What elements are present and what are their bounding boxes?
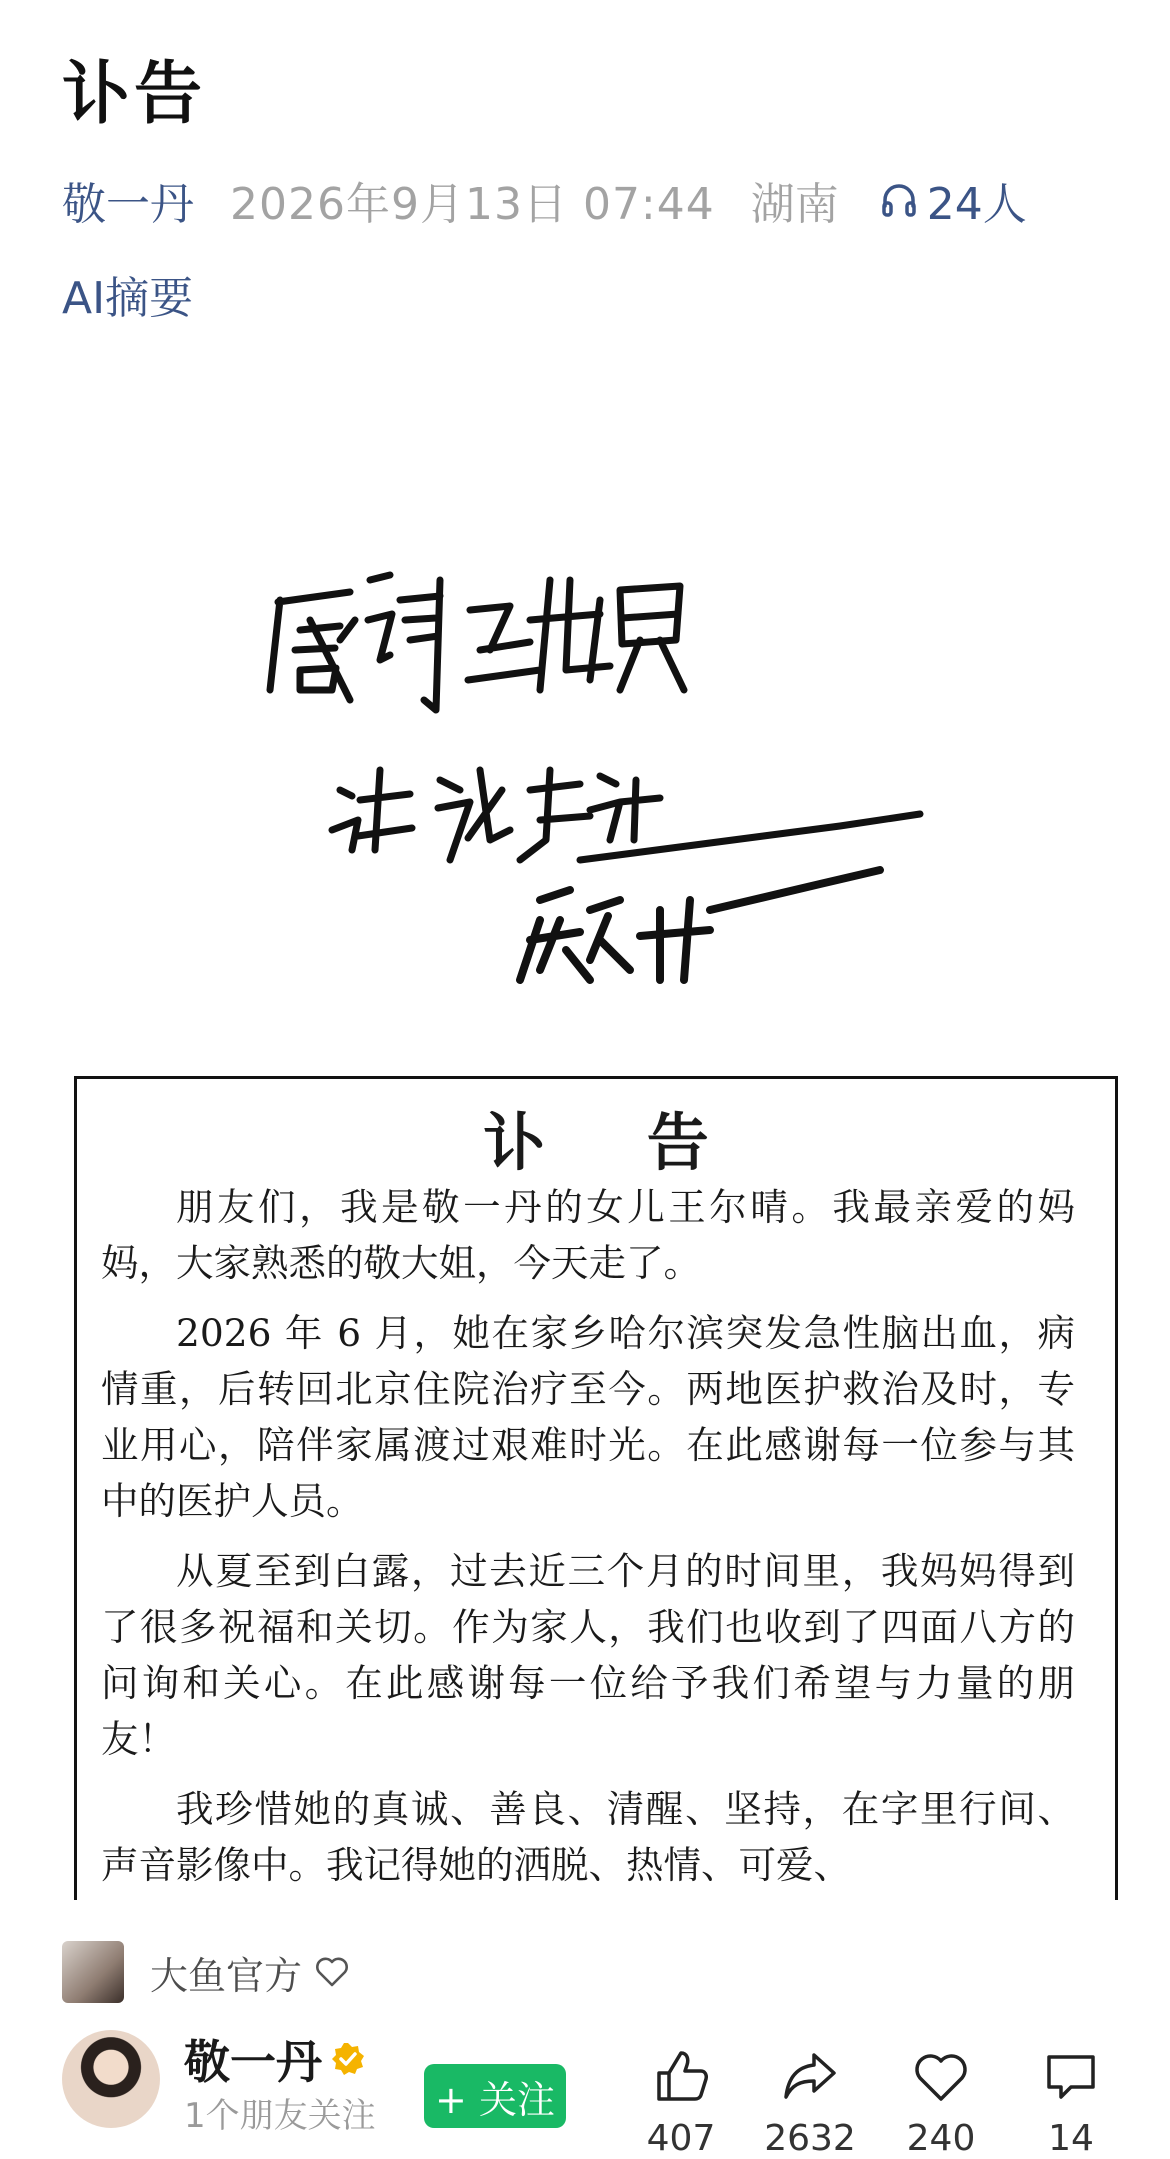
headphones-icon <box>879 180 919 220</box>
obituary-notice-image <box>74 1076 1118 1916</box>
handwritten-message-image <box>240 540 980 1000</box>
share-button[interactable] <box>755 2046 865 2159</box>
avatar[interactable] <box>62 2030 160 2128</box>
listen-button[interactable] <box>879 168 1027 232</box>
ai-summary-link[interactable]: AI摘要 <box>62 273 194 324</box>
publish-date: 2026年9月13日 07:44 <box>230 179 715 230</box>
like-count: 407 <box>646 2118 716 2159</box>
author-link[interactable]: 敬一丹 <box>62 179 194 230</box>
follow-button[interactable]: + 关注 <box>424 2064 566 2128</box>
location: 湖南 <box>750 179 839 230</box>
official-tag[interactable] <box>62 1940 350 2004</box>
official-thumbnail <box>62 1941 124 2003</box>
favorite-count: 240 <box>906 2118 976 2159</box>
heart-outline-icon[interactable] <box>314 1954 350 1990</box>
content-cutoff <box>0 1900 1170 1922</box>
friends-following-text: 1个朋友关注 <box>184 2096 376 2136</box>
thumbs-up-icon <box>651 2047 711 2107</box>
article-meta <box>62 168 1027 232</box>
listen-count: 24人 <box>926 179 1027 230</box>
favorite-button[interactable] <box>886 2046 996 2159</box>
notice-paragraph: 我珍惜她的真诚、善良、清醒、坚持，在字里行间、声音影像中。我记得她的洒脱、热情、可爱、 <box>101 1787 1075 1887</box>
comment-count: 14 <box>1048 2118 1094 2159</box>
share-count: 2632 <box>764 2118 856 2159</box>
article-title: 讣告 <box>62 55 207 134</box>
notice-body <box>77 1179 1115 1893</box>
like-button[interactable] <box>626 2046 736 2159</box>
verified-badge-icon <box>330 2041 366 2077</box>
share-arrow-icon <box>780 2047 840 2107</box>
notice-title: 讣 告 <box>483 1106 749 1179</box>
username-text: 敬一丹 <box>184 2035 322 2089</box>
comment-bubble-icon <box>1041 2047 1101 2107</box>
comment-button[interactable] <box>1016 2046 1126 2159</box>
notice-paragraph: 从夏至到白露，过去近三个月的时间里，我妈妈得到了很多祝福和关切。作为家人，我们也收到了四面八方的问询和关心。在此感谢每一位给予我们希望与力量的朋友！ <box>101 1549 1075 1761</box>
official-label: 大鱼官方 <box>150 1953 303 1998</box>
bottom-bar <box>0 2026 1170 2159</box>
footer-username[interactable] <box>184 2026 366 2092</box>
notice-paragraph: 2026 年 6 月，她在家乡哈尔滨突发急性脑出血，病情重，后转回北京住院治疗至今。两地医护救治及时，专业用心，陪伴家属渡过艰难时光。在此感谢每一位参与其中的医护人员。 <box>101 1311 1075 1523</box>
heart-icon <box>911 2047 971 2107</box>
notice-paragraph: 朋友们，我是敬一丹的女儿王尔晴。我最亲爱的妈妈，大家熟悉的敬大姐，今天走了。 <box>101 1185 1075 1285</box>
